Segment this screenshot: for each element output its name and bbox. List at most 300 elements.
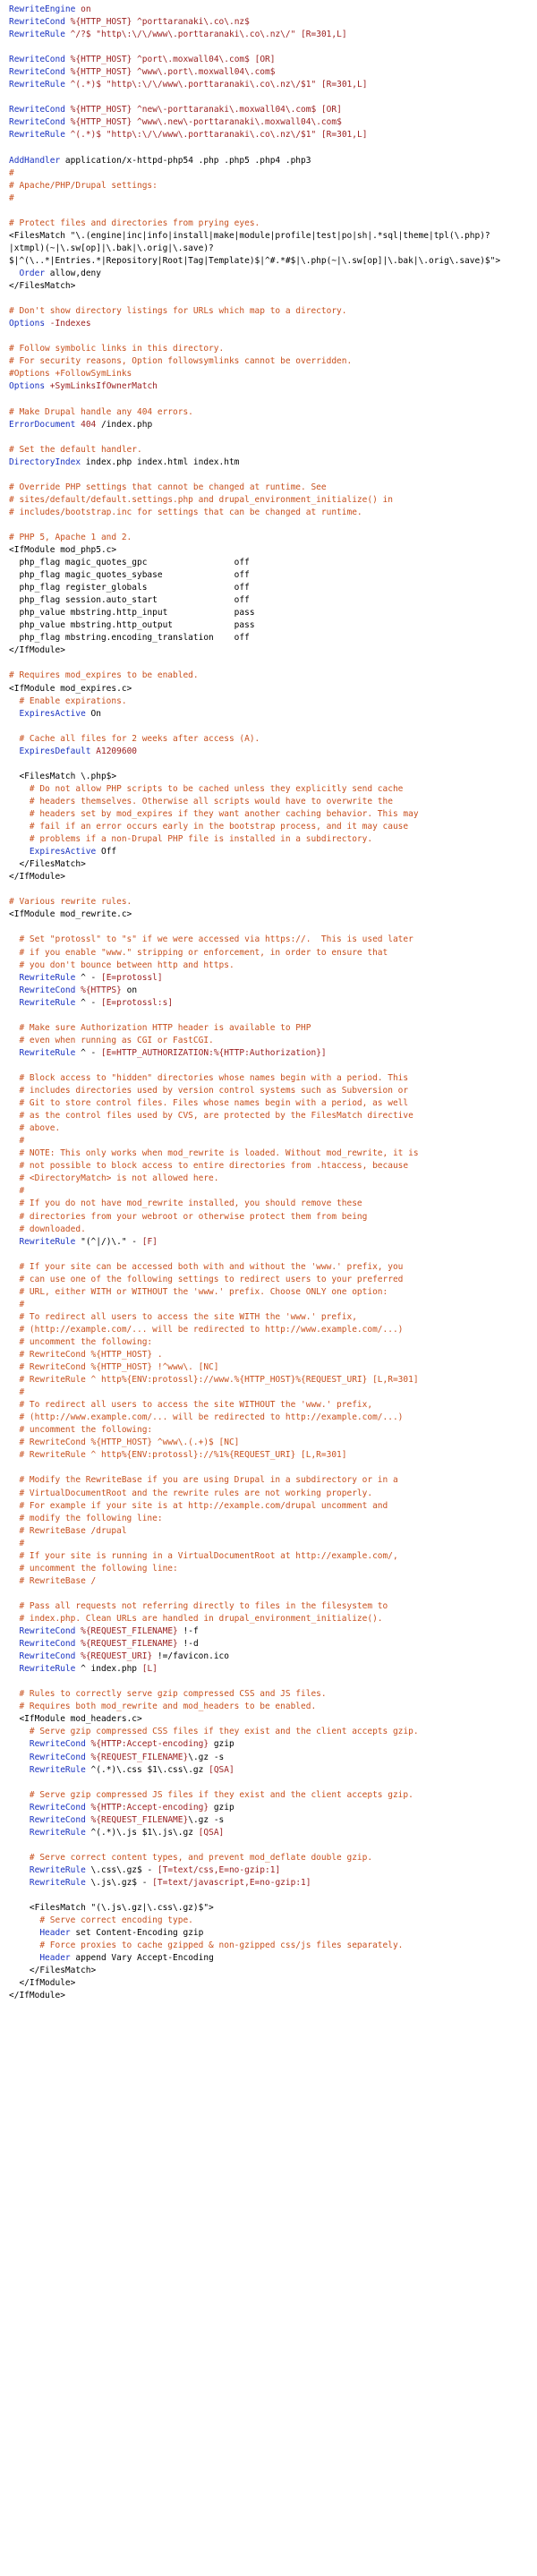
code-line: [9, 1977, 537, 1990]
code-text: php_value mbstring.http_output pass: [9, 620, 255, 631]
comment-text: # Serve correct content types, and prevent mod_deflate double gzip.: [9, 1852, 373, 1863]
code-line: [9, 1424, 537, 1437]
directive-keyword: RewriteCond: [9, 55, 65, 65]
comment-text: #Options +FollowSymLinks: [9, 369, 132, 380]
code-line: [9, 280, 537, 293]
code-line: [9, 1864, 537, 1877]
directive-keyword: ErrorDocument: [9, 419, 76, 430]
directive-keyword: RewriteRule: [19, 1047, 76, 1058]
comment-text: # Protect files and directories from prying eyes.: [9, 218, 260, 228]
code-text: [9, 1878, 30, 1888]
code-text: <IfModule mod_php5.c>: [9, 545, 117, 556]
code-text: [9, 847, 30, 857]
code-text: on: [121, 985, 138, 995]
code-text: <FilesMatch "(\.js\.gz|\.css\.gz)$">: [9, 1903, 214, 1914]
directive-keyword: RewriteCond: [9, 67, 65, 78]
code-text: ^ -: [75, 972, 101, 983]
code-line: [9, 1324, 537, 1336]
code-text: php_flag mbstring.encoding_translation off: [9, 633, 250, 644]
comment-text: # Do not allow PHP scripts to be cached unless they explicitly send cache: [9, 783, 404, 794]
code-line: [9, 1927, 537, 1940]
code-text: [9, 1753, 30, 1762]
directive-value: ^(.*)$: [70, 130, 101, 141]
code-line: [9, 155, 537, 167]
directive-value: ^new\-porttaranaki\.moxwall04\.com$: [137, 105, 317, 115]
directive-keyword: RewriteCond: [19, 1651, 76, 1662]
code-text: gzip: [209, 1802, 234, 1813]
directive-value: %{REQUEST_FILENAME}: [90, 1814, 189, 1825]
code-line: [9, 1852, 537, 1864]
directive-value: %{HTTP_HOST}: [70, 117, 132, 128]
directive-keyword: Order: [19, 268, 46, 278]
code-line: [9, 908, 537, 921]
comment-text: # Follow symbolic links in this directory.: [9, 344, 225, 354]
comment-text: # headers themselves. Otherwise all scripts would have to overwrite the: [9, 796, 393, 806]
code-line: [9, 960, 537, 972]
code-line: [9, 1374, 537, 1386]
comment-text: # Force proxies to cache gzipped & non-gzipped css/js files separately.: [9, 1941, 404, 1951]
code-line: [9, 1488, 537, 1500]
comment-text: # RewriteRule ^ http%{ENV:protossl}://www.%{HTTP_HOST}%{REQUEST_URI} [L,R=301]: [9, 1375, 419, 1386]
code-line: [9, 1299, 537, 1311]
code-line: [9, 1752, 537, 1764]
code-text: </IfModule>: [9, 645, 65, 656]
code-line: [9, 670, 537, 682]
code-text: \.css\.gz$ -: [85, 1864, 158, 1875]
code-line: [9, 482, 537, 494]
code-line: [9, 1915, 537, 1927]
code-text: php_flag magic_quotes_sybase off: [9, 570, 250, 581]
directive-value: [R=301,L]: [301, 30, 347, 40]
directive-value: ^(.*)$: [70, 80, 101, 90]
directive-keyword: RewriteRule: [29, 1764, 86, 1775]
code-line: [9, 557, 537, 569]
code-line: [9, 1185, 537, 1198]
code-line: [9, 1135, 537, 1147]
directive-value: %{REQUEST_FILENAME}: [81, 1626, 178, 1637]
directive-keyword: RewriteRule: [29, 1864, 86, 1875]
blank-line: [9, 519, 537, 532]
comment-text: # directories from your webroot or otherwise protect them from being: [9, 1211, 368, 1222]
blank-line: [9, 1777, 537, 1789]
directive-value: %{HTTPS}: [81, 985, 122, 995]
code-line: [9, 1688, 537, 1701]
directive-keyword: RewriteRule: [19, 972, 76, 983]
code-line: [9, 343, 537, 355]
comment-text: # can use one of the following settings to redirect users to your preferred: [9, 1274, 404, 1284]
code-text: [9, 1639, 19, 1649]
code-text: </IfModule>: [9, 872, 65, 883]
comment-text: # Don't show directory listings for URLs which map to a directory.: [9, 306, 347, 317]
code-line: [9, 1525, 537, 1538]
directive-keyword: DirectoryIndex: [9, 456, 81, 467]
code-line: [9, 1160, 537, 1173]
comment-text: # if you enable "www." stripping or enforcement, in order to ensure that: [9, 947, 388, 958]
code-text: </IfModule>: [9, 1991, 65, 2001]
directive-keyword: ExpiresActive: [19, 708, 86, 719]
comment-text: # Set "protossl" to "s" if we were accessed via https://. This is used later: [9, 934, 413, 945]
comment-text: # Make sure Authorization HTTP header is available to PHP: [9, 1022, 311, 1033]
code-line: [9, 1663, 537, 1676]
code-line: [9, 1550, 537, 1563]
code-text: [9, 269, 19, 278]
directive-value: [QSA]: [198, 1827, 225, 1838]
code-line: [9, 1952, 537, 1965]
code-text: <FilesMatch \.php$>: [9, 771, 117, 781]
comment-text: # RewriteRule ^ http%{ENV:protossl}://%1%{REQUEST_URI} [L,R=301]: [9, 1450, 347, 1461]
code-line: [9, 355, 537, 368]
code-line: [9, 1311, 537, 1324]
code-text: [9, 1928, 39, 1938]
code-line: [9, 1336, 537, 1349]
code-line: [9, 16, 537, 29]
blank-line: [9, 205, 537, 218]
code-line: [9, 1902, 537, 1915]
directive-keyword: RewriteCond: [19, 1626, 76, 1637]
directive-keyword: RewriteRule: [9, 130, 65, 141]
comment-text: # RewriteBase /: [9, 1575, 97, 1586]
code-line: [9, 1764, 537, 1777]
comment-text: # uncomment the following:: [9, 1336, 153, 1347]
comment-text: #: [9, 1538, 25, 1548]
code-text: [9, 998, 19, 1008]
code-text: allow,deny: [45, 268, 101, 278]
code-line: [9, 129, 537, 141]
comment-text: #: [9, 1387, 25, 1398]
code-text: </IfModule>: [9, 1978, 76, 1989]
directive-value: [OR]: [254, 55, 276, 65]
code-text: application/x-httpd-php54 .php .php5 .php4 .php3: [60, 155, 311, 166]
comment-text: # uncomment the following:: [9, 1425, 153, 1436]
code-line: [9, 632, 537, 644]
code-line: [9, 783, 537, 796]
directive-keyword: RewriteCond: [19, 985, 76, 995]
comment-text: # Make Drupal handle any 404 errors.: [9, 406, 193, 417]
code-text: [9, 709, 19, 719]
code-line: [9, 456, 537, 469]
comment-text: #: [9, 167, 14, 178]
comment-text: # For example if your site is at http://example.com/drupal uncomment and: [9, 1500, 388, 1511]
code-text: Off: [96, 847, 117, 857]
code-line: [9, 746, 537, 758]
blank-line: [9, 431, 537, 444]
directive-keyword: Options: [9, 319, 46, 329]
code-line: [9, 1386, 537, 1399]
code-line: [9, 1814, 537, 1827]
code-text: php_flag session.auto_start off: [9, 595, 250, 606]
comment-text: # RewriteCond %{HTTP_HOST} ^www\.(.+)$ [NC]: [9, 1437, 240, 1448]
code-line: [9, 1613, 537, 1625]
code-text: !-f: [177, 1626, 199, 1637]
comment-text: # includes directories used by version control systems such as Subversion or: [9, 1086, 409, 1096]
comment-text: # Various rewrite rules.: [9, 897, 132, 908]
code-line: [9, 1047, 537, 1060]
code-line: [9, 1412, 537, 1424]
code-line: [9, 644, 537, 657]
code-text: \.gz -s: [188, 1814, 225, 1825]
directive-value: ^/?$: [70, 30, 91, 40]
comment-text: # Git to store control files. Files whose names begin with a period, as well: [9, 1098, 409, 1109]
code-line: [9, 494, 537, 507]
code-line: [9, 268, 537, 280]
code-line: [9, 821, 537, 833]
blank-line: [9, 91, 537, 104]
directive-value: [L]: [141, 1664, 158, 1675]
comment-text: # you don't bounce between http and https.: [9, 960, 234, 970]
blank-line: [9, 1588, 537, 1600]
comment-text: # even when running as CGI or FastCGI.: [9, 1035, 214, 1045]
code-line: [9, 808, 537, 821]
directive-value: [R=301,L]: [320, 80, 368, 90]
code-line: [9, 544, 537, 557]
code-line: [9, 116, 537, 129]
directive-keyword: RewriteCond: [29, 1802, 86, 1813]
comment-text: # uncomment the following line:: [9, 1563, 178, 1574]
directive-value: "http\:\/\/www\.porttaranaki\.co\.nz\/": [96, 30, 296, 40]
comment-text: # <DirectoryMatch> is not allowed here.: [9, 1173, 219, 1184]
directive-value: ^porttaranaki\.co\.nz$: [137, 17, 250, 28]
code-line: [9, 1802, 537, 1814]
code-line: [9, 846, 537, 858]
code-line: [9, 858, 537, 871]
code-line: [9, 54, 537, 66]
code-line: [9, 4, 537, 16]
comment-text: # To redirect all users to access the site WITH the 'www.' prefix,: [9, 1311, 357, 1322]
directive-value: [F]: [141, 1236, 158, 1247]
comment-text: # Modify the RewriteBase if you are using Drupal in a subdirectory or in a: [9, 1475, 398, 1486]
comment-text: # (http://www.example.com/... will be redirected to http://example.com/...): [9, 1412, 404, 1423]
comment-text: # Serve correct encoding type.: [9, 1915, 193, 1926]
code-text: php_value mbstring.http_input pass: [9, 608, 255, 618]
blank-line: [9, 1462, 537, 1474]
code-text: php_flag magic_quotes_gpc off: [9, 558, 250, 568]
comment-text: # VirtualDocumentRoot and the rewrite rules are not working properly.: [9, 1488, 373, 1498]
code-line: [9, 997, 537, 1010]
code-text: ^ -: [75, 997, 101, 1008]
code-text: index.php index.html index.htm: [81, 456, 240, 467]
code-line: [9, 1097, 537, 1110]
directive-value: %{HTTP_HOST}: [70, 67, 132, 78]
directive-keyword: RewriteCond: [9, 105, 65, 115]
comment-text: # Apache/PHP/Drupal settings:: [9, 180, 158, 191]
code-line: [9, 619, 537, 632]
code-text: set Content-Encoding gzip: [70, 1928, 204, 1939]
blank-line: [9, 1676, 537, 1688]
directive-value: "http\:\/\/www\.porttaranaki\.co\.nz\/$1": [106, 80, 317, 90]
comment-text: # includes/bootstrap.inc for settings that can be changed at runtime.: [9, 507, 362, 517]
directive-keyword: RewriteEngine: [9, 4, 76, 14]
code-text: <FilesMatch "\.(engine|inc|info|install|make|module|profile|test|po|sh|.*sql|theme|tpl(\.php)?: [9, 230, 490, 241]
code-line: [9, 218, 537, 230]
directive-keyword: RewriteCond: [29, 1814, 86, 1825]
code-line: [9, 1965, 537, 1977]
code-line: [9, 1625, 537, 1638]
code-text: [9, 1865, 30, 1875]
code-line: [9, 1538, 537, 1550]
comment-text: # Block access to "hidden" directories whose names begin with a period. This: [9, 1072, 409, 1083]
directive-value: [E=HTTP_AUTHORIZATION:%{HTTP:Authorization}]: [100, 1047, 327, 1058]
blank-line: [9, 1889, 537, 1902]
code-line: [9, 1940, 537, 1952]
comment-text: # index.php. Clean URLs are handled in drupal_environment_initialize().: [9, 1614, 383, 1624]
code-text: [9, 973, 19, 983]
code-line: [9, 419, 537, 431]
code-text: "(^|/)\." -: [75, 1236, 142, 1247]
directive-keyword: RewriteRule: [19, 997, 76, 1008]
comment-text: # above.: [9, 1123, 61, 1134]
code-line: [9, 708, 537, 721]
directive-keyword: RewriteRule: [9, 30, 65, 40]
code-line: [9, 305, 537, 318]
code-text: </FilesMatch>: [9, 859, 86, 870]
code-line: [9, 1198, 537, 1210]
code-line: [9, 180, 537, 192]
code-line: [9, 167, 537, 180]
code-line: [9, 1022, 537, 1035]
code-line: [9, 66, 537, 79]
code-line: [9, 243, 537, 255]
directive-value: ^port\.moxwall04\.com$: [137, 55, 250, 65]
comment-text: # Cache all files for 2 weeks after access (A).: [9, 733, 260, 744]
directive-keyword: RewriteCond: [9, 17, 65, 28]
directive-value: %{REQUEST_FILENAME}: [90, 1752, 189, 1762]
code-line: [9, 1701, 537, 1713]
blank-line: [9, 883, 537, 896]
directive-value: [T=text/javascript,E=no-gzip:1]: [152, 1877, 311, 1888]
comment-text: #: [9, 1186, 25, 1197]
blank-line: [9, 142, 537, 155]
code-line: [9, 1147, 537, 1160]
code-line: [9, 79, 537, 91]
code-line: [9, 1789, 537, 1802]
code-text: [9, 1048, 19, 1058]
comment-text: # Override PHP settings that cannot be changed at runtime. See: [9, 482, 327, 492]
blank-line: [9, 293, 537, 305]
directive-value: %{REQUEST_URI}: [81, 1651, 153, 1662]
code-text: On: [85, 708, 101, 719]
code-line: [9, 569, 537, 582]
directive-value: %{HTTP:Accept-encoding}: [90, 1802, 209, 1813]
blank-line: [9, 1249, 537, 1261]
comment-text: # For security reasons, Option followsymlinks cannot be overridden.: [9, 356, 353, 367]
blank-line: [9, 330, 537, 343]
code-line: [9, 796, 537, 808]
code-text: append Vary Accept-Encoding: [70, 1953, 214, 1964]
comment-text: # fail if an error occurs early in the bootstrap process, and it may cause: [9, 822, 409, 832]
blank-line: [9, 1839, 537, 1852]
code-text: </FilesMatch>: [9, 1966, 97, 1976]
comment-text: # (http://example.com/... will be redirected to http://www.example.com/...): [9, 1324, 404, 1335]
comment-text: # Set the default handler.: [9, 444, 142, 455]
directive-value: %{REQUEST_FILENAME}: [81, 1639, 178, 1650]
comment-text: #: [9, 1299, 25, 1309]
comment-text: # Requires mod_expires to be enabled.: [9, 670, 199, 681]
code-text: ^ index.php: [75, 1664, 142, 1675]
directive-value: on: [81, 4, 91, 14]
directive-keyword: ExpiresDefault: [19, 746, 91, 756]
code-text: <IfModule mod_expires.c>: [9, 683, 132, 694]
code-line: [9, 406, 537, 419]
code-line: [9, 947, 537, 960]
code-line: [9, 1261, 537, 1274]
directive-value: %{HTTP_HOST}: [70, 105, 132, 115]
code-line: [9, 1449, 537, 1462]
code-text: php_flag register_globals off: [9, 583, 250, 593]
code-line: [9, 1122, 537, 1135]
code-text: <IfModule mod_rewrite.c>: [9, 909, 132, 920]
comment-text: # downloaded.: [9, 1224, 86, 1234]
directive-keyword: ExpiresActive: [29, 847, 97, 857]
comment-text: # Requires both mod_rewrite and mod_headers to be enabled.: [9, 1702, 317, 1712]
code-text: gzip: [209, 1739, 234, 1750]
code-line: [9, 733, 537, 746]
code-line: [9, 1638, 537, 1651]
directive-keyword: AddHandler: [9, 155, 61, 166]
code-text: ^(.*)\.css $1\.css\.gz: [85, 1764, 209, 1775]
code-line: [9, 683, 537, 695]
comment-text: # If your site can be accessed both with and without the 'www.' prefix, you: [9, 1261, 404, 1272]
code-line: [9, 1110, 537, 1122]
code-text: !-d: [177, 1639, 199, 1650]
comment-text: # Pass all requests not referring directly to files in the filesystem to: [9, 1600, 388, 1611]
blank-line: [9, 758, 537, 771]
comment-text: # RewriteBase /drupal: [9, 1525, 127, 1536]
directive-keyword: RewriteRule: [19, 1236, 76, 1247]
code-text: [9, 1953, 39, 1963]
code-text: [9, 1765, 30, 1775]
blank-line: [9, 469, 537, 482]
directive-keyword: RewriteCond: [29, 1739, 86, 1750]
comment-text: # not possible to block access to entire directories from .htaccess, because: [9, 1161, 409, 1172]
code-line: [9, 1173, 537, 1185]
comment-text: # NOTE: This only works when mod_rewrite is loaded. Without mod_rewrite, it is: [9, 1148, 419, 1159]
code-line: [9, 192, 537, 205]
code-line: [9, 582, 537, 594]
comment-text: # PHP 5, Apache 1 and 2.: [9, 532, 132, 542]
code-line: [9, 1437, 537, 1449]
code-line: [9, 1224, 537, 1236]
directive-value: 404: [81, 419, 97, 430]
directive-value: +SymLinksIfOwnerMatch: [49, 381, 158, 392]
code-line: [9, 771, 537, 783]
code-line: [9, 1236, 537, 1249]
code-line: [9, 1286, 537, 1299]
code-line: [9, 833, 537, 846]
code-text: ^ -: [75, 1047, 101, 1058]
code-text: </FilesMatch>: [9, 281, 76, 292]
code-text: \.js\.gz$ -: [85, 1877, 153, 1888]
directive-value: A1209600: [96, 746, 138, 756]
code-line: [9, 1726, 537, 1738]
code-line: [9, 1500, 537, 1513]
comment-text: # RewriteCond %{HTTP_HOST} !^www\. [NC]: [9, 1362, 219, 1373]
comment-text: #: [9, 1136, 25, 1147]
code-text: !=/favicon.ico: [152, 1651, 229, 1662]
comment-text: # If your site is running in a VirtualDocumentRoot at http://example.com/,: [9, 1550, 398, 1561]
code-line: [9, 318, 537, 330]
code-line: [9, 985, 537, 997]
code-line: [9, 230, 537, 243]
code-text: |xtmpl)(~|\.sw[op]|\.bak|\.orig|\.save)?: [9, 243, 214, 253]
directive-keyword: Header: [39, 1928, 71, 1939]
comment-text: # modify the following line:: [9, 1513, 163, 1523]
code-line: [9, 1600, 537, 1613]
code-text: $|^(\..*|Entries.*|Repository|Root|Tag|Template)$|^#.*#$|\.php(~|\.sw[op]|\.bak|\.orig\.save)$">: [9, 255, 501, 266]
code-text: [9, 1815, 30, 1825]
blank-line: [9, 1010, 537, 1022]
blank-line: [9, 393, 537, 405]
comment-text: # RewriteCond %{HTTP_HOST} .: [9, 1350, 163, 1361]
